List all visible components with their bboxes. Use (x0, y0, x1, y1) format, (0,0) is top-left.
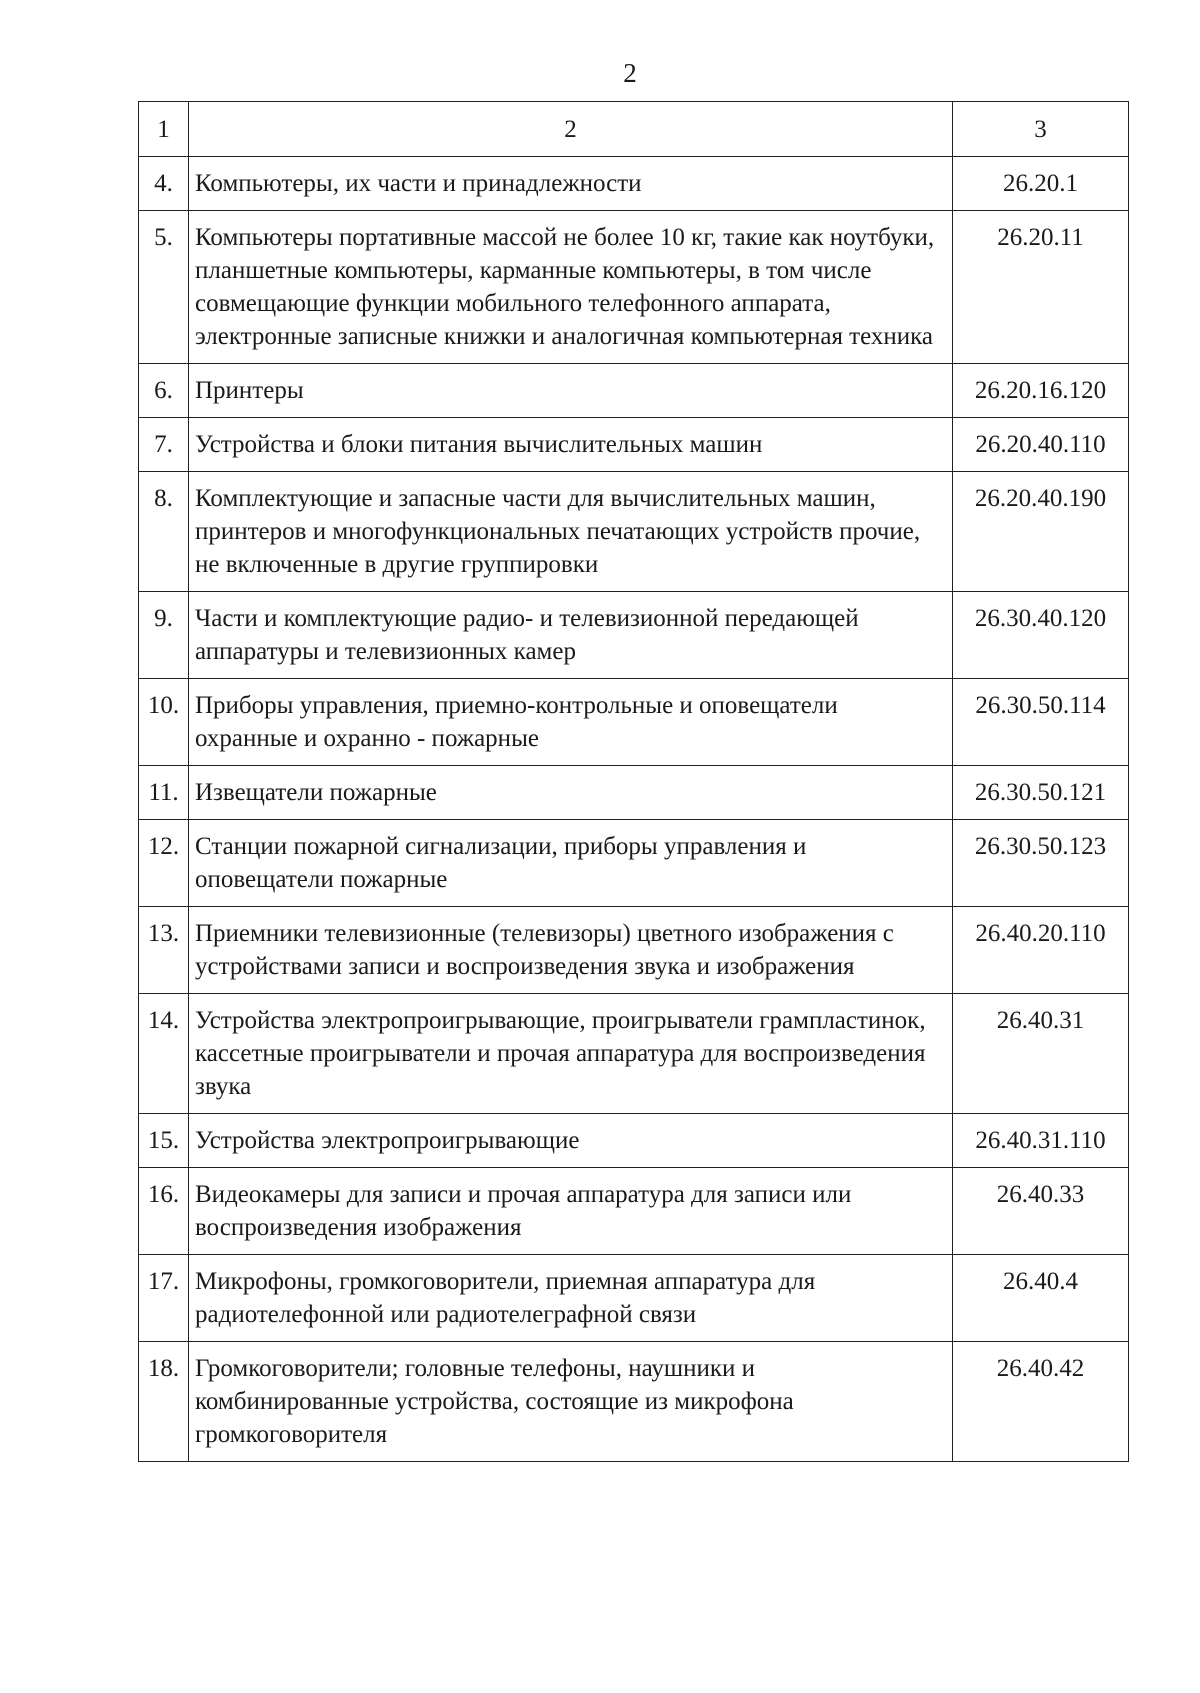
row-number: 6. (139, 364, 189, 418)
row-code: 26.30.50.121 (953, 766, 1129, 820)
table-row (139, 157, 1129, 211)
table-row (139, 592, 1129, 679)
header-cell-number: 1 (139, 102, 189, 157)
row-number: 5. (139, 211, 189, 364)
row-name: Комплектующие и запасные части для вычислительных машин, принтеров и многофункциональных печатающих устройств прочие, не включенные в другие группировки (189, 472, 953, 592)
header-row (139, 102, 1129, 157)
row-name: Микрофоны, громкоговорители, приемная аппаратура для радиотелефонной или радиотелеграфной связи (189, 1255, 953, 1342)
row-number: 7. (139, 418, 189, 472)
row-name: Станции пожарной сигнализации, приборы управления и оповещатели пожарные (189, 820, 953, 907)
row-number: 13. (139, 907, 189, 994)
row-number: 18. (139, 1342, 189, 1462)
table-row (139, 766, 1129, 820)
row-number: 4. (139, 157, 189, 211)
row-code: 26.40.31.110 (953, 1114, 1129, 1168)
row-number: 16. (139, 1168, 189, 1255)
row-number: 17. (139, 1255, 189, 1342)
table-row (139, 364, 1129, 418)
table-row (139, 472, 1129, 592)
row-code: 26.40.33 (953, 1168, 1129, 1255)
row-number: 10. (139, 679, 189, 766)
table-row (139, 907, 1129, 994)
table-row (139, 820, 1129, 907)
header-cell-code: 3 (953, 102, 1129, 157)
table-row (139, 679, 1129, 766)
table-row (139, 1114, 1129, 1168)
row-name: Приборы управления, приемно-контрольные и оповещатели охранные и охранно - пожарные (189, 679, 953, 766)
table-row (139, 1342, 1129, 1462)
table-row (139, 994, 1129, 1114)
row-name: Части и комплектующие радио- и телевизионной передающей аппаратуры и телевизионных камер (189, 592, 953, 679)
row-name: Громкоговорители; головные телефоны, наушники и комбинированные устройства, состоящие из микрофона громкоговорителя (189, 1342, 953, 1462)
row-number: 12. (139, 820, 189, 907)
row-name: Компьютеры портативные массой не более 10 кг, такие как ноутбуки, планшетные компьютеры, карманные компьютеры, в том числе совмещающие функции мобильного телефонного аппарата, электронные записные книжки и аналогичная компьютерная техника (189, 211, 953, 364)
table-row (139, 1168, 1129, 1255)
table-row (139, 211, 1129, 364)
row-code: 26.40.42 (953, 1342, 1129, 1462)
row-code: 26.20.11 (953, 211, 1129, 364)
row-name: Принтеры (189, 364, 953, 418)
row-number: 14. (139, 994, 189, 1114)
row-name: Устройства электропроигрывающие (189, 1114, 953, 1168)
row-code: 26.20.1 (953, 157, 1129, 211)
row-code: 26.20.40.110 (953, 418, 1129, 472)
row-number: 9. (139, 592, 189, 679)
row-code: 26.40.31 (953, 994, 1129, 1114)
row-code: 26.40.20.110 (953, 907, 1129, 994)
row-code: 26.20.40.190 (953, 472, 1129, 592)
row-name: Приемники телевизионные (телевизоры) цветного изображения с устройствами записи и воспроизведения звука и изображения (189, 907, 953, 994)
row-code: 26.30.40.120 (953, 592, 1129, 679)
row-name: Устройства электропроигрывающие, проигрыватели грампластинок, кассетные проигрыватели и прочая аппаратура для воспроизведения звука (189, 994, 953, 1114)
row-name: Компьютеры, их части и принадлежности (189, 157, 953, 211)
row-name: Видеокамеры для записи и прочая аппаратура для записи или воспроизведения изображения (189, 1168, 953, 1255)
row-name: Извещатели пожарные (189, 766, 953, 820)
row-number: 15. (139, 1114, 189, 1168)
row-name: Устройства и блоки питания вычислительных машин (189, 418, 953, 472)
row-number: 8. (139, 472, 189, 592)
row-code: 26.30.50.123 (953, 820, 1129, 907)
row-code: 26.40.4 (953, 1255, 1129, 1342)
row-code: 26.20.16.120 (953, 364, 1129, 418)
row-code: 26.30.50.114 (953, 679, 1129, 766)
row-number: 11. (139, 766, 189, 820)
table-row (139, 418, 1129, 472)
table-row (139, 1255, 1129, 1342)
page-number: 2 (623, 58, 637, 88)
products-table (138, 101, 1129, 1462)
header-cell-name: 2 (189, 102, 953, 157)
